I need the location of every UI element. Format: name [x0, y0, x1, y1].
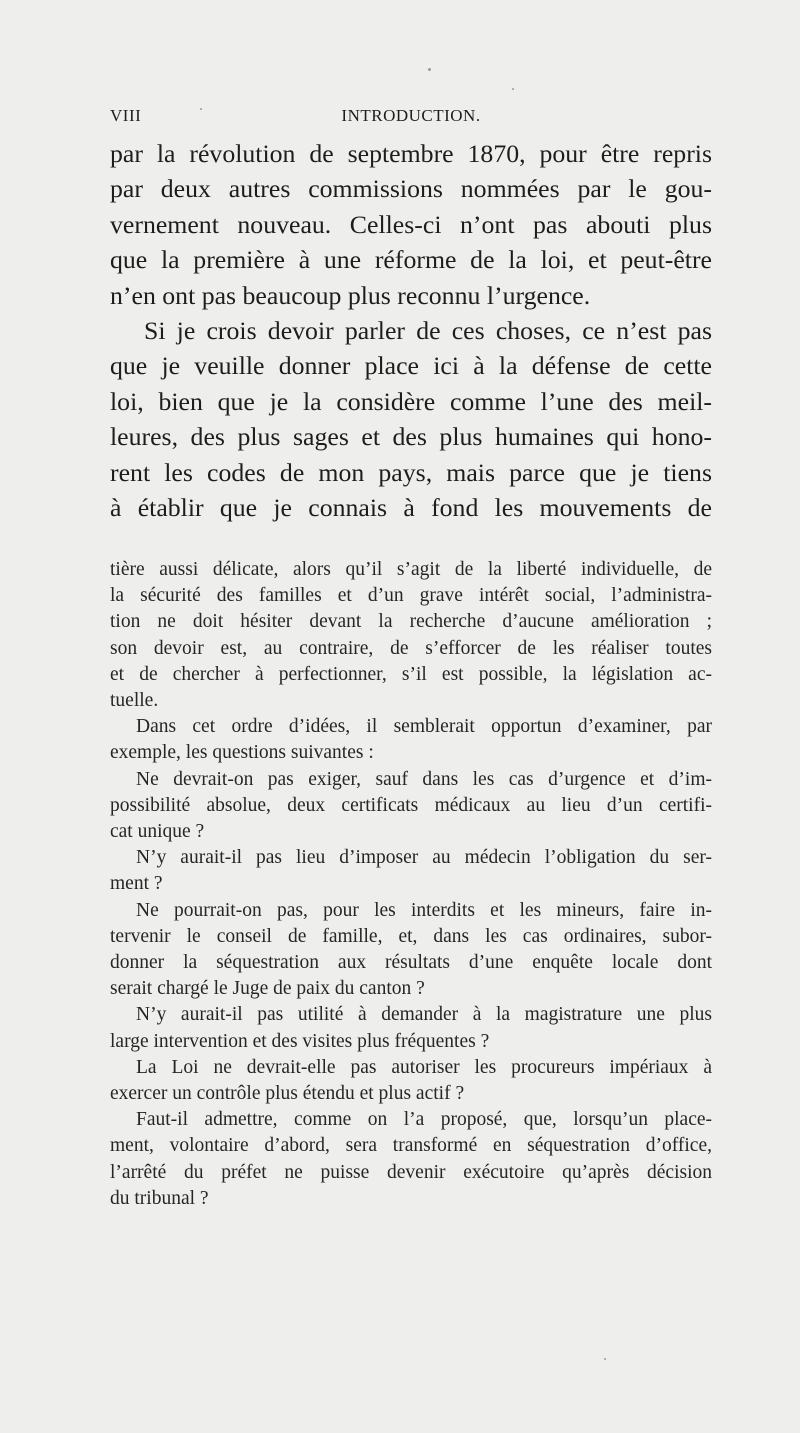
main-line: que je veuille donner place ici à la défense de cette [110, 351, 712, 381]
main-line: que la première à une réforme de la loi, et peut-être [110, 245, 712, 275]
footnote-block [110, 557, 712, 1212]
note-line: N’y aurait-il pas utilité à demander à la magistrature une plus [136, 1004, 712, 1026]
note-line: Ne devrait-on pas exiger, sauf dans les cas d’urgence et d’im- [136, 768, 712, 790]
main-line: à établir que je connais à fond les mouvements de [110, 493, 712, 523]
main-line: n’en ont pas beaucoup plus reconnu l’urgence. [110, 280, 591, 310]
note-line: exemple, les questions suivantes : [110, 742, 374, 764]
main-line: par la révolution de septembre 1870, pour être repris [110, 139, 712, 168]
note-line: son devoir est, au contraire, de s’efforcer de les réaliser toutes [110, 637, 712, 659]
note-line: cat unique ? [110, 821, 205, 843]
paper-speck [604, 1358, 606, 1360]
note-line: donner la séquestration aux résultats d’une enquête locale dont [110, 952, 712, 974]
note-line: serait chargé le Juge de paix du canton ? [110, 978, 425, 1000]
running-title: INTRODUCTION. [341, 106, 481, 125]
note-line: et de chercher à perfectionner, s’il est possible, la législation ac- [110, 663, 712, 685]
main-line: Si je crois devoir parler de ces choses, ce n’est pas [144, 316, 712, 346]
main-line: vernement nouveau. Celles-ci n’ont pas abouti plus [110, 209, 712, 239]
note-line: ment, volontaire d’abord, sera transformé en séquestration d’office, [110, 1135, 712, 1157]
note-line: exercer un contrôle plus étendu et plus actif ? [110, 1083, 465, 1105]
note-line: tervenir le conseil de famille, et, dans les cas ordinaires, subor- [110, 925, 712, 947]
note-line: tion ne doit hésiter devant la recherche d’aucune amélioration ; [110, 611, 712, 633]
page-number: VIII [110, 106, 142, 125]
note-line: ment ? [110, 873, 163, 895]
main-line: par deux autres commissions nommées par le gou- [110, 174, 712, 204]
note-line: La Loi ne devrait-elle pas autoriser les procureurs impériaux à [136, 1056, 712, 1078]
main-line: leures, des plus sages et des plus humaines qui hono- [110, 422, 712, 452]
note-line: large intervention et des visites plus fréquentes ? [110, 1030, 490, 1052]
note-line: la sécurité des familles et d’un grave intérêt social, l’administra- [110, 585, 712, 607]
note-line: Ne pourrait-on pas, pour les interdits et les mineurs, faire in- [136, 899, 712, 921]
main-line: rent les codes de mon pays, mais parce que je tiens [110, 457, 712, 487]
paper-speck [200, 108, 202, 110]
note-line: Faut-il admettre, comme on l’a proposé, que, lorsqu’un place- [136, 1109, 712, 1131]
note-line: tuelle. [110, 690, 159, 712]
main-paragraphs [110, 136, 712, 525]
note-line: l’arrêté du préfet ne puisse devenir exécutoire qu’après décision [110, 1161, 712, 1183]
paper-speck [512, 88, 514, 90]
main-line: loi, bien que je la considère comme l’une des meil- [110, 386, 712, 416]
note-line: Dans cet ordre d’idées, il semblerait opportun d’examiner, par [136, 716, 712, 738]
paper-speck [428, 68, 431, 71]
note-line: tière aussi délicate, alors qu’il s’agit de la liberté individuelle, de [110, 559, 712, 580]
note-line: du tribunal ? [110, 1187, 209, 1209]
note-line: N’y aurait-il pas lieu d’imposer au médecin l’obligation du ser- [136, 847, 712, 869]
note-line: possibilité absolue, deux certificats médicaux au lieu d’un certifi- [110, 794, 712, 816]
